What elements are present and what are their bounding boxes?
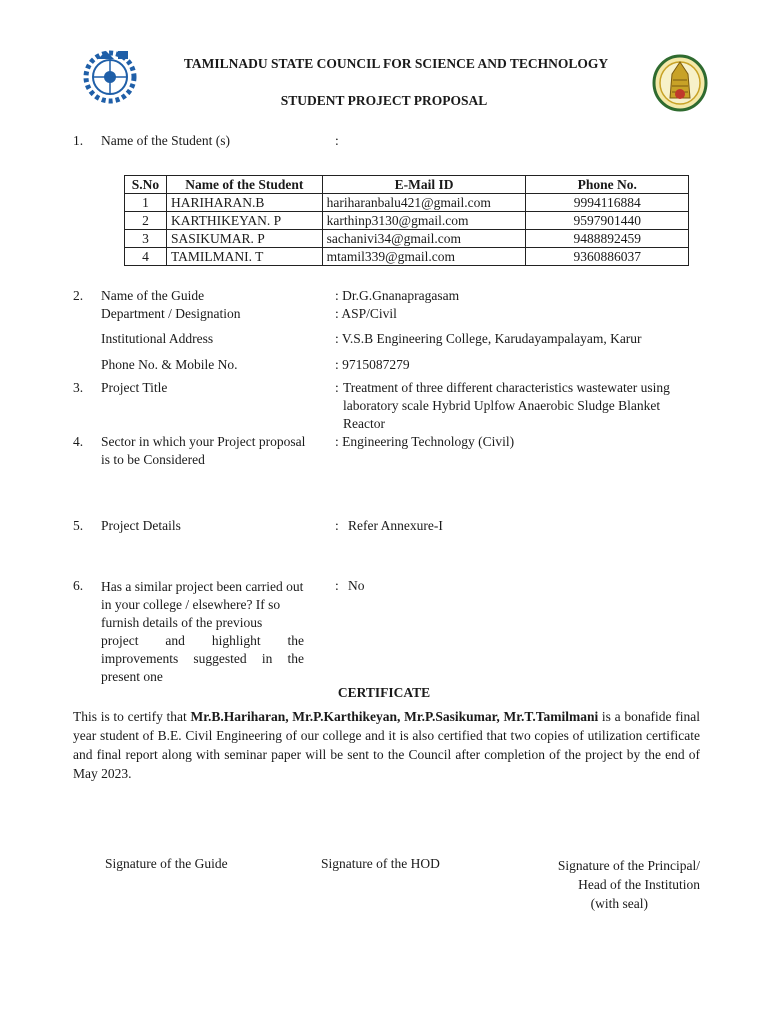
phone-label: Phone No. & Mobile No. bbox=[101, 357, 238, 372]
table-row bbox=[125, 194, 689, 212]
similar-project-label bbox=[101, 578, 304, 686]
project-title-line: Treatment of three different characteristics wastewater using bbox=[343, 380, 670, 395]
colon: : bbox=[335, 578, 339, 593]
cell-email: hariharanbalu421@gmail.com bbox=[322, 194, 526, 212]
sector-label-line: is to be Considered bbox=[101, 452, 205, 467]
cell-sno: 1 bbox=[125, 194, 167, 212]
department-value: : ASP/Civil bbox=[335, 306, 397, 321]
cell-name: HARIHARAN.B bbox=[166, 194, 322, 212]
table-row bbox=[125, 212, 689, 230]
table-row bbox=[125, 248, 689, 266]
label-line: Has a similar project been carried out bbox=[101, 579, 304, 594]
guide-signature-label: Signature of the Guide bbox=[105, 856, 228, 871]
address-label: Institutional Address bbox=[101, 331, 214, 346]
item-number: 6. bbox=[73, 578, 84, 593]
form-title: STUDENT PROJECT PROPOSAL bbox=[280, 93, 488, 108]
cell-name: TAMILMANI. T bbox=[166, 248, 322, 266]
certificate-title: CERTIFICATE bbox=[337, 685, 431, 700]
project-details-value: Refer Annexure-I bbox=[348, 518, 443, 533]
cell-name: KARTHIKEYAN. P bbox=[166, 212, 322, 230]
address-value: : V.S.B Engineering College, Karudayampalayam, Karur bbox=[335, 331, 642, 346]
item-number: 4. bbox=[73, 434, 84, 449]
sector-label-line: Sector in which your Project proposal bbox=[101, 434, 306, 449]
certificate-body: is a bonafide final year student of B.E. Civil Engineering of our college and it is also certified that two copies of utilization certificate and final report along with seminar paper will be sent to the Council after completion of the project by the end of May 2023. bbox=[73, 709, 700, 781]
hod-signature-label: Signature of the HOD bbox=[321, 856, 440, 871]
cell-email: mtamil339@gmail.com bbox=[322, 248, 526, 266]
colon: : bbox=[335, 133, 339, 148]
label-line: furnish details of the previous bbox=[101, 615, 263, 630]
student-names-label: Name of the Student (s) bbox=[101, 133, 230, 148]
colon: : bbox=[335, 518, 339, 533]
col-header-email: E-Mail ID bbox=[322, 176, 526, 194]
department-label: Department / Designation bbox=[101, 306, 241, 321]
label-line: present one bbox=[101, 669, 163, 684]
table-header-row bbox=[125, 176, 689, 194]
phone-value: : 9715087279 bbox=[335, 357, 410, 372]
certificate-paragraph bbox=[73, 707, 700, 783]
item-number: 2. bbox=[73, 288, 84, 303]
cell-sno: 4 bbox=[125, 248, 167, 266]
guide-name-value: : Dr.G.Gnanapragasam bbox=[335, 288, 460, 303]
label-line: in your college / elsewhere? If so bbox=[101, 597, 281, 612]
colon: : bbox=[335, 380, 339, 395]
cell-phone: 9488892459 bbox=[526, 230, 689, 248]
guide-name-label: Name of the Guide bbox=[101, 288, 205, 303]
table-row bbox=[125, 230, 689, 248]
cell-email: karthinp3130@gmail.com bbox=[322, 212, 526, 230]
cell-name: SASIKUMAR. P bbox=[166, 230, 322, 248]
cell-email: sachanivi34@gmail.com bbox=[322, 230, 526, 248]
org-title: TAMILNADU STATE COUNCIL FOR SCIENCE AND TECHNOLOGY bbox=[183, 56, 609, 71]
item-number: 3. bbox=[73, 380, 84, 395]
signature-line: Head of the Institution bbox=[578, 877, 700, 892]
project-title-label: Project Title bbox=[101, 380, 168, 395]
certificate-intro: This is to certify that bbox=[73, 709, 191, 724]
project-title-line: laboratory scale Hybrid Uplfow Anaerobic Sludge Blanket bbox=[343, 398, 661, 413]
sector-value: : Engineering Technology (Civil) bbox=[335, 434, 515, 449]
principal-signature-label bbox=[520, 856, 700, 913]
label-line: improvements suggested in the bbox=[101, 651, 304, 666]
signature-line: (with seal) bbox=[590, 896, 648, 911]
students-table bbox=[124, 175, 689, 266]
signature-line: Signature of the Principal/ bbox=[557, 858, 700, 873]
cell-phone: 9597901440 bbox=[526, 212, 689, 230]
cell-phone: 9994116884 bbox=[526, 194, 689, 212]
similar-project-value: No bbox=[348, 578, 365, 593]
project-details-label: Project Details bbox=[101, 518, 181, 533]
cell-sno: 3 bbox=[125, 230, 167, 248]
cell-phone: 9360886037 bbox=[526, 248, 689, 266]
cell-sno: 2 bbox=[125, 212, 167, 230]
certificate-student-names: Mr.B.Hariharan, Mr.P.Karthikeyan, Mr.P.Sasikumar, Mr.T.Tamilmani bbox=[190, 709, 599, 724]
label-line: project and highlight the bbox=[101, 633, 304, 648]
col-header-name: Name of the Student bbox=[166, 176, 322, 194]
col-header-sno: S.No bbox=[125, 176, 167, 194]
item-number: 5. bbox=[73, 518, 84, 533]
project-title-line: Reactor bbox=[343, 416, 385, 431]
item-number: 1. bbox=[73, 133, 84, 148]
col-header-phone: Phone No. bbox=[526, 176, 689, 194]
